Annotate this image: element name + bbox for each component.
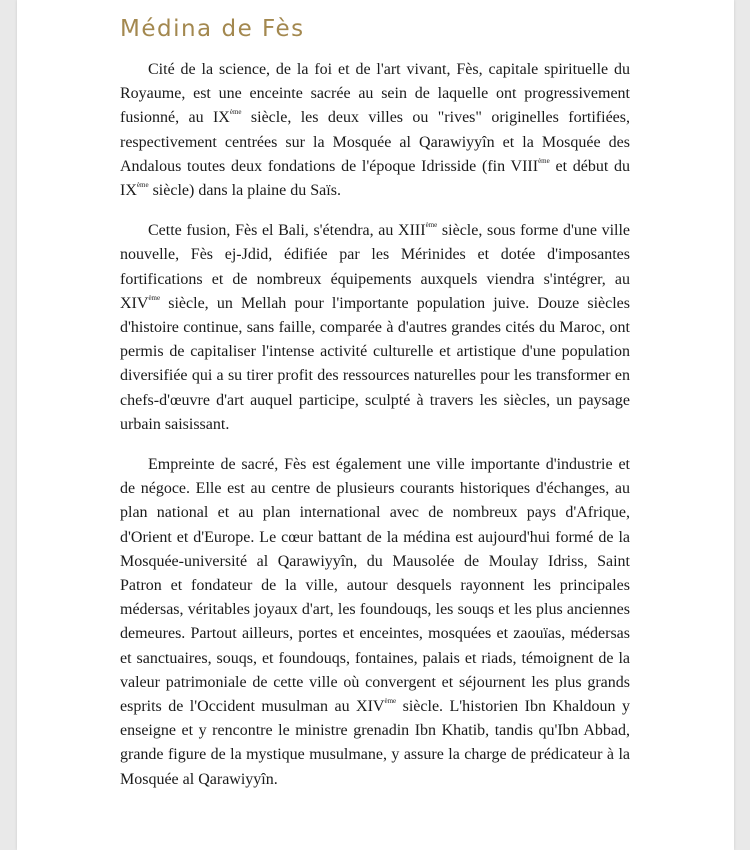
superscript: ème	[538, 156, 550, 165]
text-run: Cette fusion, Fès el Bali, s'étendra, au XIII	[148, 222, 426, 240]
body-text	[120, 58, 630, 808]
text-run: Empreinte de sacré, Fès est également une ville importante d'industrie et de négoce. Elle est au centre de plusieurs courants historiques d'échanges, au plan national et au plan international avec de nombreux pays d'Afrique, d'Orient et d'Europe. Le cœur battant de la médina est aujourd'hui formé de la Mosquée-université al Qarawiyyîn, du Mausolée de Moulay Idriss, Saint Patron et fondateur de la ville, autour desquels rayonnent les principales médersas, véritables joyaux d'art, les foundouqs, les souqs et les plus anciennes demeures. Partout ailleurs, portes et enceintes, mosquées et zaouïas, médersas et sanctuaires, souqs, et foundouqs, fontaines, palais et riads, témoignent de la valeur patrimoniale de cette ville où convergent et séjournent les plus grands esprits de l'Occident musulman au XIV	[120, 456, 630, 716]
paragraph-2	[120, 219, 630, 437]
paragraph-3	[120, 453, 630, 792]
text-run: siècle, les deux villes ou "rives" originelles fortifiées, respectivement centrées sur la Mosquée al Qarawiyyîn et la Mosquée des Andalous toutes deux fondations de l'époque Idrisside (fin VIII	[120, 109, 630, 175]
text-run: siècle, sous forme d'une ville nouvelle, Fès ej-Jdid, édifiée par les Mérinides et dotée d'imposantes fortifications et de nombreux équipements auxquels viendra s'intégrer, au XIV	[120, 222, 631, 312]
text-run: et début du IX	[120, 157, 631, 200]
superscript: ème	[229, 108, 242, 117]
page-title: Médina de Fès	[120, 16, 305, 42]
text-run: siècle) dans la plaine du Saïs.	[148, 182, 341, 200]
superscript: ème	[384, 697, 397, 706]
document-page	[17, 0, 734, 850]
superscript: ème	[148, 293, 161, 302]
text-run: siècle, un Mellah pour l'importante population juive. Douze siècles d'histoire continue, sans faille, comparée à d'autres grandes cités du Maroc, ont permis de capitaliser l'intense activité culturelle et artistique d'une population diversifiée qui a su tirer profit des ressources naturelles pour les transformer en chefs-d'œuvre d'art auquel participe, sculpté à travers les siècles, un paysage urbain saisissant.	[120, 294, 630, 433]
superscript: ème	[136, 181, 149, 190]
superscript: ème	[425, 221, 438, 230]
text-run: Cité de la science, de la foi et de l'art vivant, Fès, capitale spirituelle du Royaume, est une enceinte sacrée au sein de laquelle ont progressivement fusionné, au IX	[120, 61, 630, 127]
paragraph-1	[120, 58, 630, 203]
text-run: siècle. L'historien Ibn Khaldoun y enseigne et y rencontre le ministre grenadin Ibn Khatib, tandis qu'Ibn Abbad, grande figure de la mystique musulmane, y assure la charge de prédicateur à la Mosquée al Qarawiyyîn.	[120, 698, 631, 788]
